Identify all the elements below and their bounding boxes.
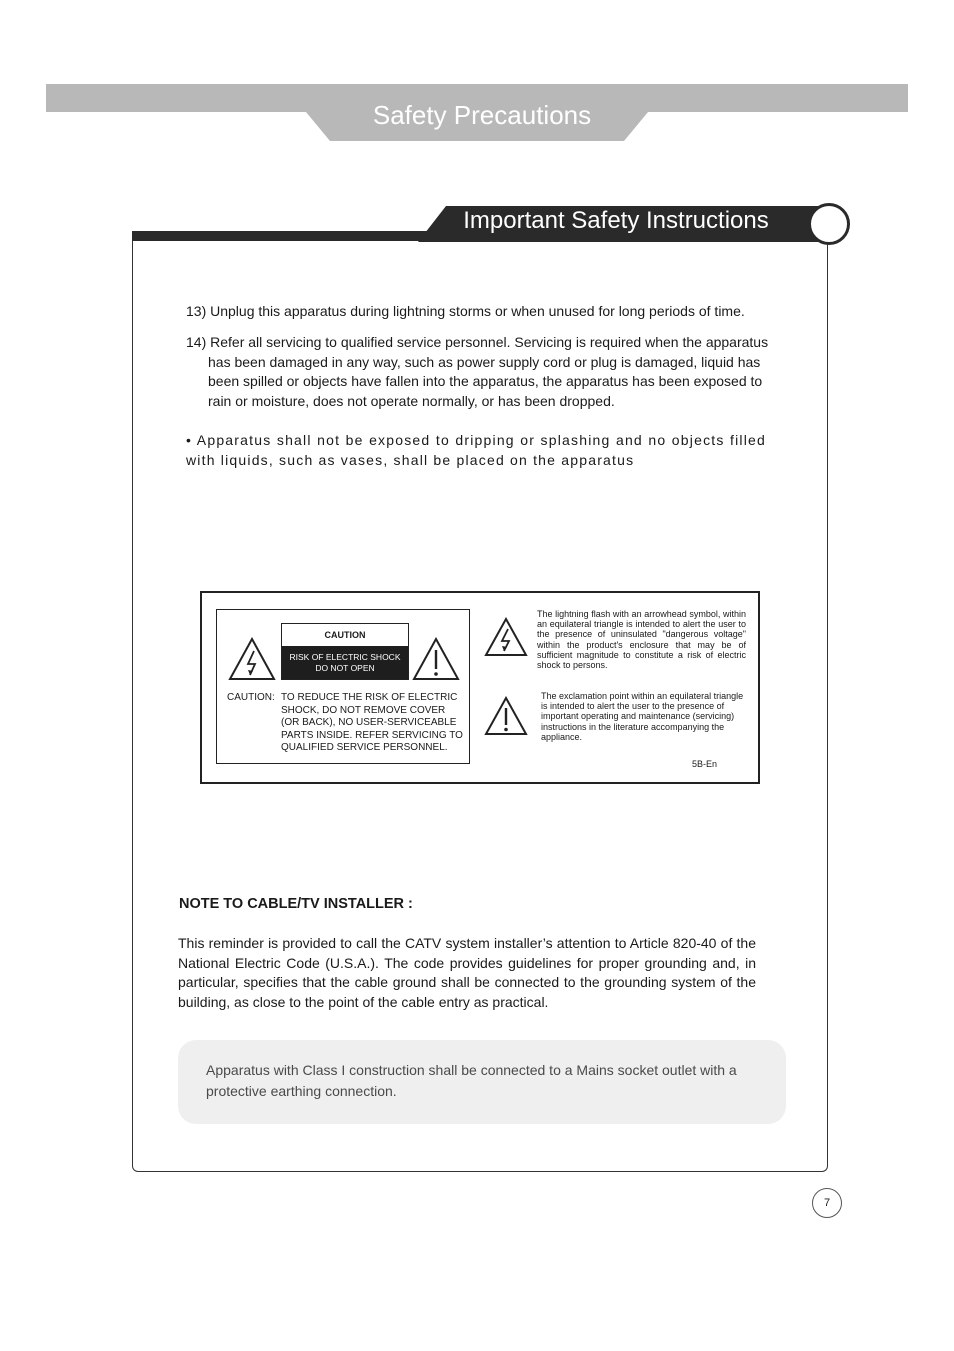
exclamation-description: The exclamation point within an equilateral triangle is intended to alert the user to the presence of important operating and maintenance (servicing) instructions in the literature accompanying the appliance. <box>541 691 744 742</box>
caution-open-text: DO NOT OPEN <box>315 663 375 673</box>
caution-text <box>281 692 467 755</box>
page-title: Safety Precautions <box>372 100 592 130</box>
drip-warning-text: Apparatus shall not be exposed to dripping or splashing and no objects filled with liquids, such as vases, shall be placed on the apparatus <box>186 432 767 468</box>
exclamation-symbol-icon <box>484 696 528 736</box>
instruction-number: 13) <box>186 303 207 319</box>
caution-line: PARTS INSIDE. REFER SERVICING TO <box>281 729 463 741</box>
panel-top-line <box>132 231 432 241</box>
caution-sign <box>281 623 409 680</box>
instruction-text: Refer all servicing to qualified service personnel. Servicing is required when the apparatus <box>210 334 769 350</box>
instruction-number: 14) <box>186 334 207 350</box>
caution-line: SHOCK, DO NOT REMOVE COVER <box>281 704 446 716</box>
caution-heading: CAUTION <box>324 630 366 640</box>
caution-line: QUALIFIED SERVICE PERSONNEL. <box>281 742 448 754</box>
instruction-text: has been damaged in any way, such as power supply cord or plug is damaged, liquid has <box>208 353 761 370</box>
lightning-symbol-icon <box>484 617 528 657</box>
exclamation-triangle-icon <box>412 637 460 681</box>
caution-prefix: CAUTION: <box>227 692 275 703</box>
instruction-text: rain or moisture, does not operate normally, or has been dropped. <box>208 392 615 409</box>
lightning-triangle-icon <box>228 637 276 681</box>
section-title: Important Safety Instructions <box>463 207 769 234</box>
page-number: 7 <box>812 1188 842 1218</box>
instruction-text: Unplug this apparatus during lightning storms or when unused for long periods of time. <box>210 303 745 319</box>
label-code: 5B-En <box>692 759 718 769</box>
instruction-text: been spilled or objects have fallen into the apparatus, the apparatus has been exposed to <box>208 373 763 389</box>
note-body: This reminder is provided to call the CATV system installer’s attention to Article 820-40 of the National Electric Code (U.S.A.). The code provides guidelines for proper grounding and, in particular, specifies that the cable ground shall be connected to the grounding system of the building, as close to the point of the cable entry as practical. <box>178 935 756 1010</box>
class-notice-text: Apparatus with Class I construction shall be connected to a Mains socket outlet with a protective earthing connection. <box>206 1062 737 1099</box>
lightning-description: The lightning flash with an arrowhead symbol, within an equilateral triangle is intended to alert the user to the presence of uninsulated "dangerous voltage" within the product's enclosure that may be of sufficient magnitude to constitute a risk of electric shock to persons. <box>537 609 746 671</box>
caution-shock-text: RISK OF ELECTRIC SHOCK <box>289 652 401 662</box>
caution-sign-dark <box>282 646 408 679</box>
section-circle-marker <box>808 203 850 245</box>
note-heading: NOTE TO CABLE/TV INSTALLER : <box>179 896 413 912</box>
instruction-13 <box>186 302 766 322</box>
caution-line: (OR BACK), NO USER-SERVICEABLE <box>281 717 457 729</box>
drip-warning: • Apparatus shall not be exposed to dripping or splashing and no objects filled with liquids, such as vases, shall be placed on the apparatus <box>186 432 767 468</box>
instruction-14 <box>186 333 776 411</box>
caution-line: TO REDUCE THE RISK OF ELECTRIC <box>281 692 458 703</box>
